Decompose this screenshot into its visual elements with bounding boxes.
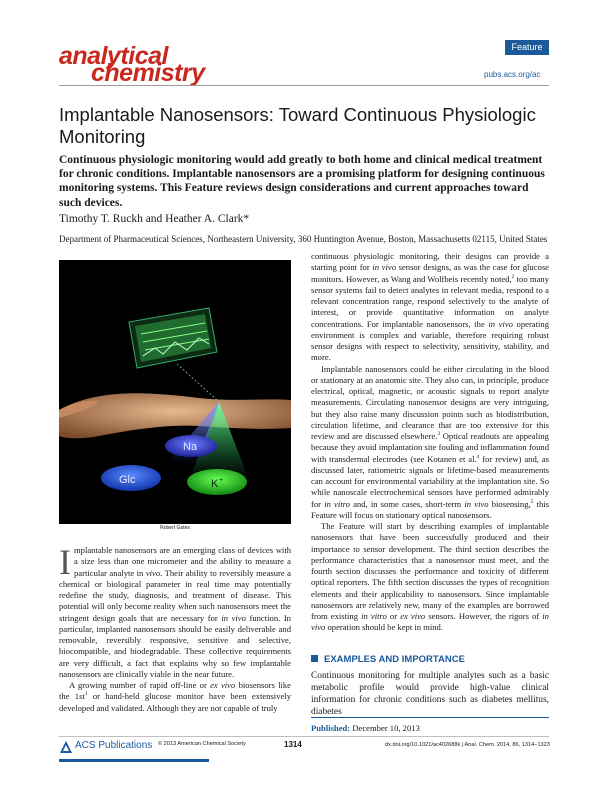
italic-run: in vitro	[361, 611, 387, 621]
italic-run: ex vivo	[400, 611, 426, 621]
k-plus-label: +	[219, 477, 224, 484]
italic-run: in vivo	[488, 318, 513, 329]
paragraph	[59, 680, 291, 714]
text-run: Optical readouts are appealing because they avoid implantation site fouling and inflammation found with transdermal electrodes (see Kotanen et al.	[311, 431, 549, 464]
italic-run: vivo	[145, 567, 161, 578]
text-run: or	[386, 611, 401, 621]
text-run: mplantable nanosensors are an emerging class of devices with a size less than one micrometer and the ability to measure a particular analyte in	[74, 545, 291, 578]
citation-ref[interactable]: 2	[511, 273, 515, 280]
text-run: or hand-held glucose monitor have been extensively developed and validated. Although they are not capable of truly	[59, 691, 291, 713]
italic-run: ex vivo	[210, 680, 236, 690]
header-rule	[59, 85, 549, 86]
published-rule	[311, 717, 549, 718]
k-label: K	[211, 478, 219, 490]
journal-url[interactable]: pubs.acs.org/ac	[484, 70, 541, 79]
italic-run: in vivo	[372, 262, 396, 273]
text-run: operation should be kept in mind.	[325, 622, 443, 633]
citation-ref[interactable]: 1	[84, 691, 88, 698]
published-label: Published:	[311, 723, 351, 733]
right-column	[311, 251, 549, 634]
acs-publications-logo[interactable]	[59, 740, 153, 754]
text-run: and, in some cases, short-term	[349, 498, 465, 509]
intro-paragraph	[59, 542, 291, 680]
section-heading-text: EXAMPLES AND IMPORTANCE	[324, 654, 465, 665]
na-label: Na	[183, 441, 198, 453]
published-date: December 10, 2013	[352, 723, 420, 733]
italic-run: in vivo	[464, 498, 489, 509]
figure-credit: Robert Gates	[160, 525, 190, 531]
text-run: The Feature will start by describing examples of implantable nanosensors that have been successfully produced and their importance to sensor development. The third section describes the performance characteristics that a nanosensor must meet, and the fourth section discusses the performance and toxicity of different optical reporters. The fifth section discusses the types of recognition elements and their applicability to nanosensors. Since implantable nanosensors are relatively new, many of the examples are borrowed from existing	[311, 521, 549, 621]
doi-citation[interactable]: dx.doi.org/10.1021/ac402688k | Anal. Chem. 2014, 86, 1314−1323	[385, 742, 550, 748]
affiliation: Department of Pharmaceutical Sciences, Northeastern University, 360 Huntington Avenue, Boston, Massachusetts 02115, United States	[59, 234, 548, 244]
feature-tag: Feature	[505, 40, 549, 55]
paragraph	[311, 521, 549, 634]
drop-cap: I	[59, 542, 71, 582]
text-run: sensors. However, the rigors of	[425, 611, 543, 621]
text-run: continuous physiologic monitoring, their designs can provide a starting point for	[311, 251, 549, 273]
logo-line-1: analytical	[59, 42, 168, 70]
text-run: sensor designs, as was the case for glucose monitors. However, as Wang and Wolfbeis recently noted,	[311, 262, 549, 284]
left-column	[59, 542, 291, 714]
text-run: Implantable nanosensors could be either circulating in the blood or stationary at an anatomic site. They also can, in principle, produce electrical, optical, magnetic, or acoustic signals to report analyte measurements. Circulating nanosensor designs are very intriguing, but they also raise many discussion points such as biodistribution, circulation lifetime, and clearance that are too extensive for this review and are discussed elsewhere.	[311, 363, 549, 441]
italic-run: in vitro	[324, 498, 350, 509]
feature-figure	[59, 260, 291, 524]
text-run: for review) and, as discussed later, ratiometric signals or lifetime-based measurements can account for environmental variability at the implantation site. So while nanoscale electrochemical sensors have performed admirably for	[311, 453, 549, 509]
section-square-icon	[311, 655, 318, 662]
citation-ref[interactable]: 4	[476, 453, 480, 460]
copyright: © 2013 American Chemical Society	[158, 741, 246, 747]
text-run: A growing number of rapid off-line or	[69, 680, 211, 690]
text-run: biosensors like the 1st	[59, 680, 291, 702]
authors: Timothy T. Ruckh and Heather A. Clark*	[59, 213, 250, 225]
section-heading	[311, 654, 465, 665]
text-run: function. In particular, implanted nanosensors should be easily deliverable and removable, reversibly responsive, sensitive and selective, biocompatible, and biodegradable. These collective requirements are very difficult, a fact that explains why so few implantable nanosensors are clinically viable in the near future.	[59, 612, 291, 679]
page-number: 1314	[284, 740, 302, 749]
italic-run: in vivo	[221, 612, 246, 623]
citation-ref[interactable]: 3	[437, 431, 441, 438]
italic-run: in vivo	[311, 611, 549, 633]
text-run: . Their ability to reversibly measure a chemical or biological parameter in real time may potentially redefine the study, diagnosis, and treatment of disease. This potential will only become reality when such nanosensors meet the stringent design goals that are necessary for	[59, 567, 291, 623]
journal-logo	[59, 44, 205, 86]
figure-illustration	[59, 260, 291, 524]
published-line	[311, 723, 420, 733]
citation-ref[interactable]: 5	[530, 498, 534, 505]
section-paragraph: Continuous monitoring for multiple analytes such as a basic metabolic profile would provide high-value clinical information for chronic conditions such as diabetes mellitus, diabetes	[311, 671, 549, 717]
acs-triangle-icon	[59, 740, 73, 754]
text-run: this Feature will focus on stationary optical nanosensors.	[311, 498, 549, 520]
acs-logo-text: ACS Publications	[75, 740, 153, 751]
paragraph	[311, 364, 549, 522]
glc-label: Glc	[119, 474, 136, 486]
article-title: Implantable Nanosensors: Toward Continuous Physiologic Monitoring	[59, 104, 536, 147]
logo-line-2: chemistry	[91, 59, 205, 87]
paragraph	[311, 251, 549, 364]
footer-rule	[59, 736, 549, 737]
text-run: operating environment is complex and variable, therefore requiring robust sensor designs with respect to selectivity, sensitivity, stability, and more.	[311, 318, 549, 363]
footer-accent-bar	[59, 759, 209, 762]
abstract: Continuous physiologic monitoring would add greatly to both home and clinical medical treatment for chronic conditions. Implantable nanosensors are a promising platform for designing continuous monitoring systems. This Feature reviews design considerations and current approaches toward such devices.	[59, 154, 545, 209]
text-run: biosensing,	[488, 498, 531, 509]
text-run: too many sensor systems fail to detect analytes in relevant media, respond to a relevant concentration range, respond selectively to the analyte of interest, or provide quantitative information on analyte concentrations. For implantable nanosensors, the	[311, 273, 550, 329]
